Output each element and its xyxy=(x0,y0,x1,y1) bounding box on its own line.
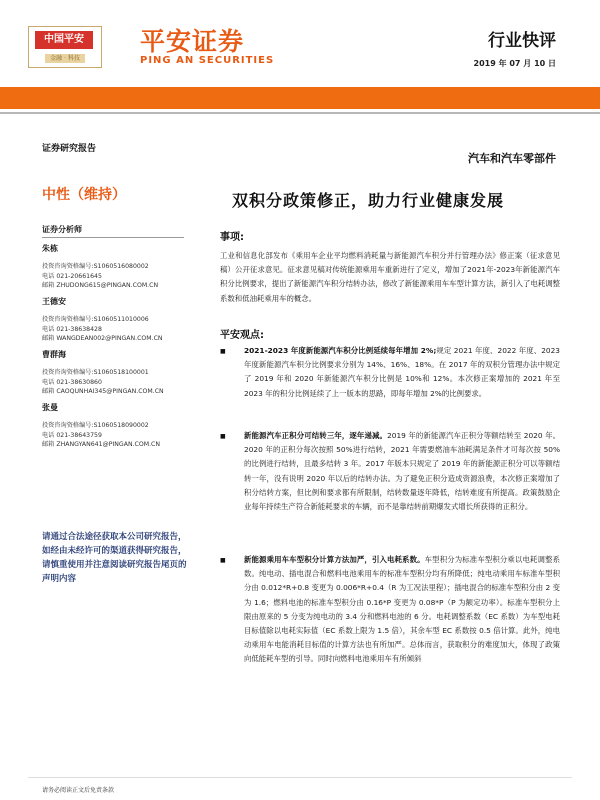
views-heading: 平安观点: xyxy=(220,330,264,341)
footer-disclaimer: 请务必阅读正文后免责条款 xyxy=(42,787,115,794)
pingan-group-logo xyxy=(28,26,102,68)
rating: 中性（维持） xyxy=(42,187,126,203)
analyst-card xyxy=(42,297,202,344)
analyst-email[interactable]: 邮箱 CAOQUNHAI345@PINGAN.COM.CN xyxy=(42,388,164,395)
analyst-reg: 投资咨询资格编号:S1060518100001 xyxy=(42,369,149,376)
analyst-divider xyxy=(42,237,184,238)
analyst-card xyxy=(42,244,202,291)
report-headline: 双积分政策修正，助力行业健康发展 xyxy=(232,191,505,210)
logo-group-name: 中国平安 xyxy=(35,31,93,49)
access-disclaimer: 请通过合法途径获取本公司研究报告，如经由未经许可的渠道获得研究报告，请慎重使用并注意阅读研究报告尾页的声明内容 xyxy=(42,532,187,584)
bullet-icon: ■ xyxy=(220,557,226,564)
analyst-tel: 电话 021-38630860 xyxy=(42,378,102,386)
analyst-name: 张曼 xyxy=(42,403,58,412)
viewpoint-lead: 新能源乘用车车型积分计算方法加严，引入电耗系数。 xyxy=(244,555,425,564)
analyst-name: 王德安 xyxy=(42,297,66,306)
event-paragraph: 工业和信息化部发布《乘用车企业平均燃料消耗量与新能源汽车积分并行管理办法》修正案（征求意见稿）公开征求意见。征求意见稿对传统能源乘用车重新进行了定义，增加了2021年-2023年新能源汽车积分比例要求，提出了新能源汽车积分结转办法，修改了新能源乘用车车型计算方法，新引入了电耗调整系数和低油耗乘用车的概念。 xyxy=(220,251,560,303)
header-divider xyxy=(0,112,600,114)
logo-group-tag: 金融 · 科技 xyxy=(45,54,85,63)
analyst-section-title: 证券分析师 xyxy=(42,225,82,234)
viewpoint-lead: 新能源汽车正积分可结转三年，逐年递减。 xyxy=(244,431,388,440)
bullet-icon: ■ xyxy=(220,433,226,440)
viewpoint-paragraph xyxy=(244,344,560,401)
analyst-email[interactable]: 邮箱 ZHUDONG615@PINGAN.COM.CN xyxy=(42,282,159,289)
analyst-name: 曹群海 xyxy=(42,350,66,359)
report-date: 2019 年 07 月 10 日 xyxy=(473,59,556,68)
analyst-tel: 电话 021-20661645 xyxy=(42,272,102,280)
analyst-reg: 投资咨询资格编号:S1060518090002 xyxy=(42,422,149,429)
viewpoint-paragraph xyxy=(244,429,560,514)
viewpoint-body: 规定 2021 年度、2022 年度、2023 年度新能源汽车积分比例要求分别为 14%、16%、18%。在 2017 年的双积分管理办法中规定了 2019 年和 2020 年新能源汽车积分比例是 10%和 12%。本次修正案增加的 2021 年至 2023 年的积分比例延续了上一版本的思路，即每年增加 2%的比例要求。 xyxy=(244,346,560,398)
analyst-tel: 电话 021-38643759 xyxy=(42,431,102,439)
viewpoint-lead: 2021-2023 年度新能源汽车积分比例延续每年增加 2%; xyxy=(244,346,437,355)
brand-name-en: PING AN SECURITIES xyxy=(140,55,275,66)
analyst-name: 朱栋 xyxy=(42,244,58,253)
footer-divider xyxy=(28,777,572,778)
analyst-card xyxy=(42,403,202,450)
brand-name-cn: 平安证券 xyxy=(140,27,245,56)
analyst-email[interactable]: 邮箱 WANGDEAN002@PINGAN.COM.CN xyxy=(42,335,163,342)
viewpoint-paragraph xyxy=(244,553,560,667)
bullet-icon: ■ xyxy=(220,348,226,355)
document-type: 行业快评 xyxy=(488,31,556,51)
viewpoint-body: 2019 年的新能源汽车正积分等额结转至 2020 年。2020 年的正积分每次按照 50%进行结转，2021 年需要燃油车油耗满足条件才可每次按 50%的比例进行结转，且最多结转 3 年。2017 年版本只规定了 2019 年的新能源正积分可以等额结转一年，没有说明 2020 年以后的结转办法。为了避免正积分造成资源浪费，本次修正案增加了积分结转方案，但比例和要求都有所限制，结转数量逐年降低，结转难度有所提高。政策鼓励企业每年持续生产符合新能耗要求的车辆，而不是靠结转前期爆发式增长所获得的正积分。 xyxy=(244,431,560,512)
analyst-reg: 投资咨询资格编号:S1060511010006 xyxy=(42,316,149,323)
header-band xyxy=(0,87,600,109)
analyst-email[interactable]: 邮箱 ZHANGYAN641@PINGAN.COM.CN xyxy=(42,441,160,448)
event-heading: 事项: xyxy=(220,232,244,243)
report-category: 证券研究报告 xyxy=(42,144,97,154)
analyst-card xyxy=(42,350,202,397)
analyst-reg: 投资咨询资格编号:S1060516080002 xyxy=(42,263,149,270)
viewpoint-body: 车型积分为标准车型积分乘以电耗调整系数。纯电动、插电混合和燃料电池乘用车的标准车型积分均有所降低；纯电动乘用车标准车型积分由 0.012*R+0.8 变更为 0.006*R+0.4（R 为工况法里程）；插电混合的标准车型积分由 2 变为 1.6；燃料电池的标准车型积分由 0.16*P 变更为 0.08*P（P 为额定功率）。标准车型积分上限由原来的 5 分变为纯电动的 3.4 分和燃料电池的 6 分。电耗调整系数（EC 系数）为车型电耗目标值除以电耗实际值（EC 系数上限为 1.5 倍），其余车型 EC 系数按 0.5 倍计算。此外，纯电动乘用车电能消耗目标值的计算方法也有所加严。总体而言，获取积分的难度加大，体现了政策向低能耗车型的引导。同时向燃料电池乘用车有所倾斜 xyxy=(244,555,560,664)
analyst-tel: 电话 021-38638428 xyxy=(42,325,102,333)
sector-label: 汽车和汽车零部件 xyxy=(468,152,556,165)
